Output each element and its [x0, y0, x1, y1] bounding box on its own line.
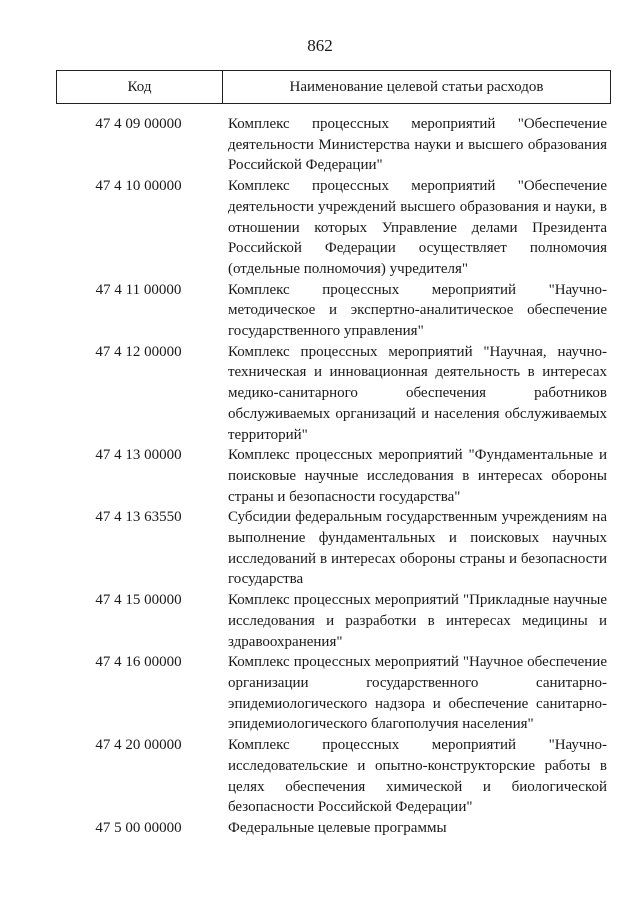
row-code: 47 4 13 63550	[95, 509, 182, 526]
row-name: Субсидии федеральным государственным учреждениям на выполнение фундаментальных и поисковых научных исследований в интересах обороны страны и безопасности государства	[228, 509, 607, 588]
table-header	[56, 70, 611, 104]
row-code: 47 4 09 00000	[95, 116, 182, 132]
table-row	[56, 507, 611, 590]
table-row	[56, 735, 611, 818]
row-code: 47 4 15 00000	[95, 592, 182, 609]
row-name: Комплекс процессных мероприятий "Научная, научно-техническая и инновационная деятельность в интересах медико-санитарного обеспечения работников обслуживаемых организаций и населения обслуживаемых территорий"	[228, 343, 607, 443]
table-row	[56, 652, 611, 735]
table-row	[56, 114, 611, 176]
table-row	[56, 342, 611, 446]
row-code: 47 4 10 00000	[95, 178, 182, 195]
table-row	[56, 590, 611, 652]
row-name: Комплекс процессных мероприятий "Научное обеспечение организации государственного санитарно-эпидемиологического надзора и обеспечение санитарно-эпидемиологического благополучия населения"	[228, 654, 607, 733]
row-name: Комплекс процессных мероприятий "Фундаментальные и поисковые научные исследования в интересах обороны страны и безопасности государства"	[228, 447, 607, 505]
table-row	[56, 280, 611, 342]
row-code: 47 4 11 00000	[95, 281, 182, 298]
row-name: Комплекс процессных мероприятий "Обеспечение деятельности учреждений высшего образования и науки, в отношении которых Управление делами Президента Российской Федерации осуществляет полномочия (отдельные полномочия) учредителя"	[228, 178, 607, 277]
table-row	[56, 818, 611, 839]
row-name: Комплекс процессных мероприятий "Прикладные научные исследования и разработки в интересах медицины и здравоохранения"	[228, 592, 607, 650]
table-body	[56, 114, 611, 839]
row-name: Комплекс процессных мероприятий "Научно-исследовательские и опытно-конструкторские работы в целях обеспечения химической и биологической безопасности Российской Федерации"	[228, 737, 607, 816]
row-code: 47 4 16 00000	[95, 654, 182, 671]
row-code: 47 4 12 00000	[95, 343, 182, 360]
table-row	[56, 176, 611, 280]
column-header-name: Наименование целевой статьи расходов	[289, 79, 544, 95]
row-name: Комплекс процессных мероприятий "Научно-методическое и экспертно-аналитическое обеспечение государственного управления"	[228, 281, 607, 340]
row-code: 47 4 13 00000	[95, 447, 182, 464]
page-number: 862	[307, 36, 333, 55]
row-name: Федеральные целевые программы	[228, 819, 447, 836]
table-row	[56, 445, 611, 507]
column-header-code: Код	[57, 71, 223, 103]
row-code: 47 5 00 00000	[95, 819, 182, 836]
row-name: Комплекс процессных мероприятий "Обеспечение деятельности Министерства науки и высшего образования Российской Федерации"	[228, 116, 607, 174]
row-code: 47 4 20 00000	[95, 737, 182, 754]
